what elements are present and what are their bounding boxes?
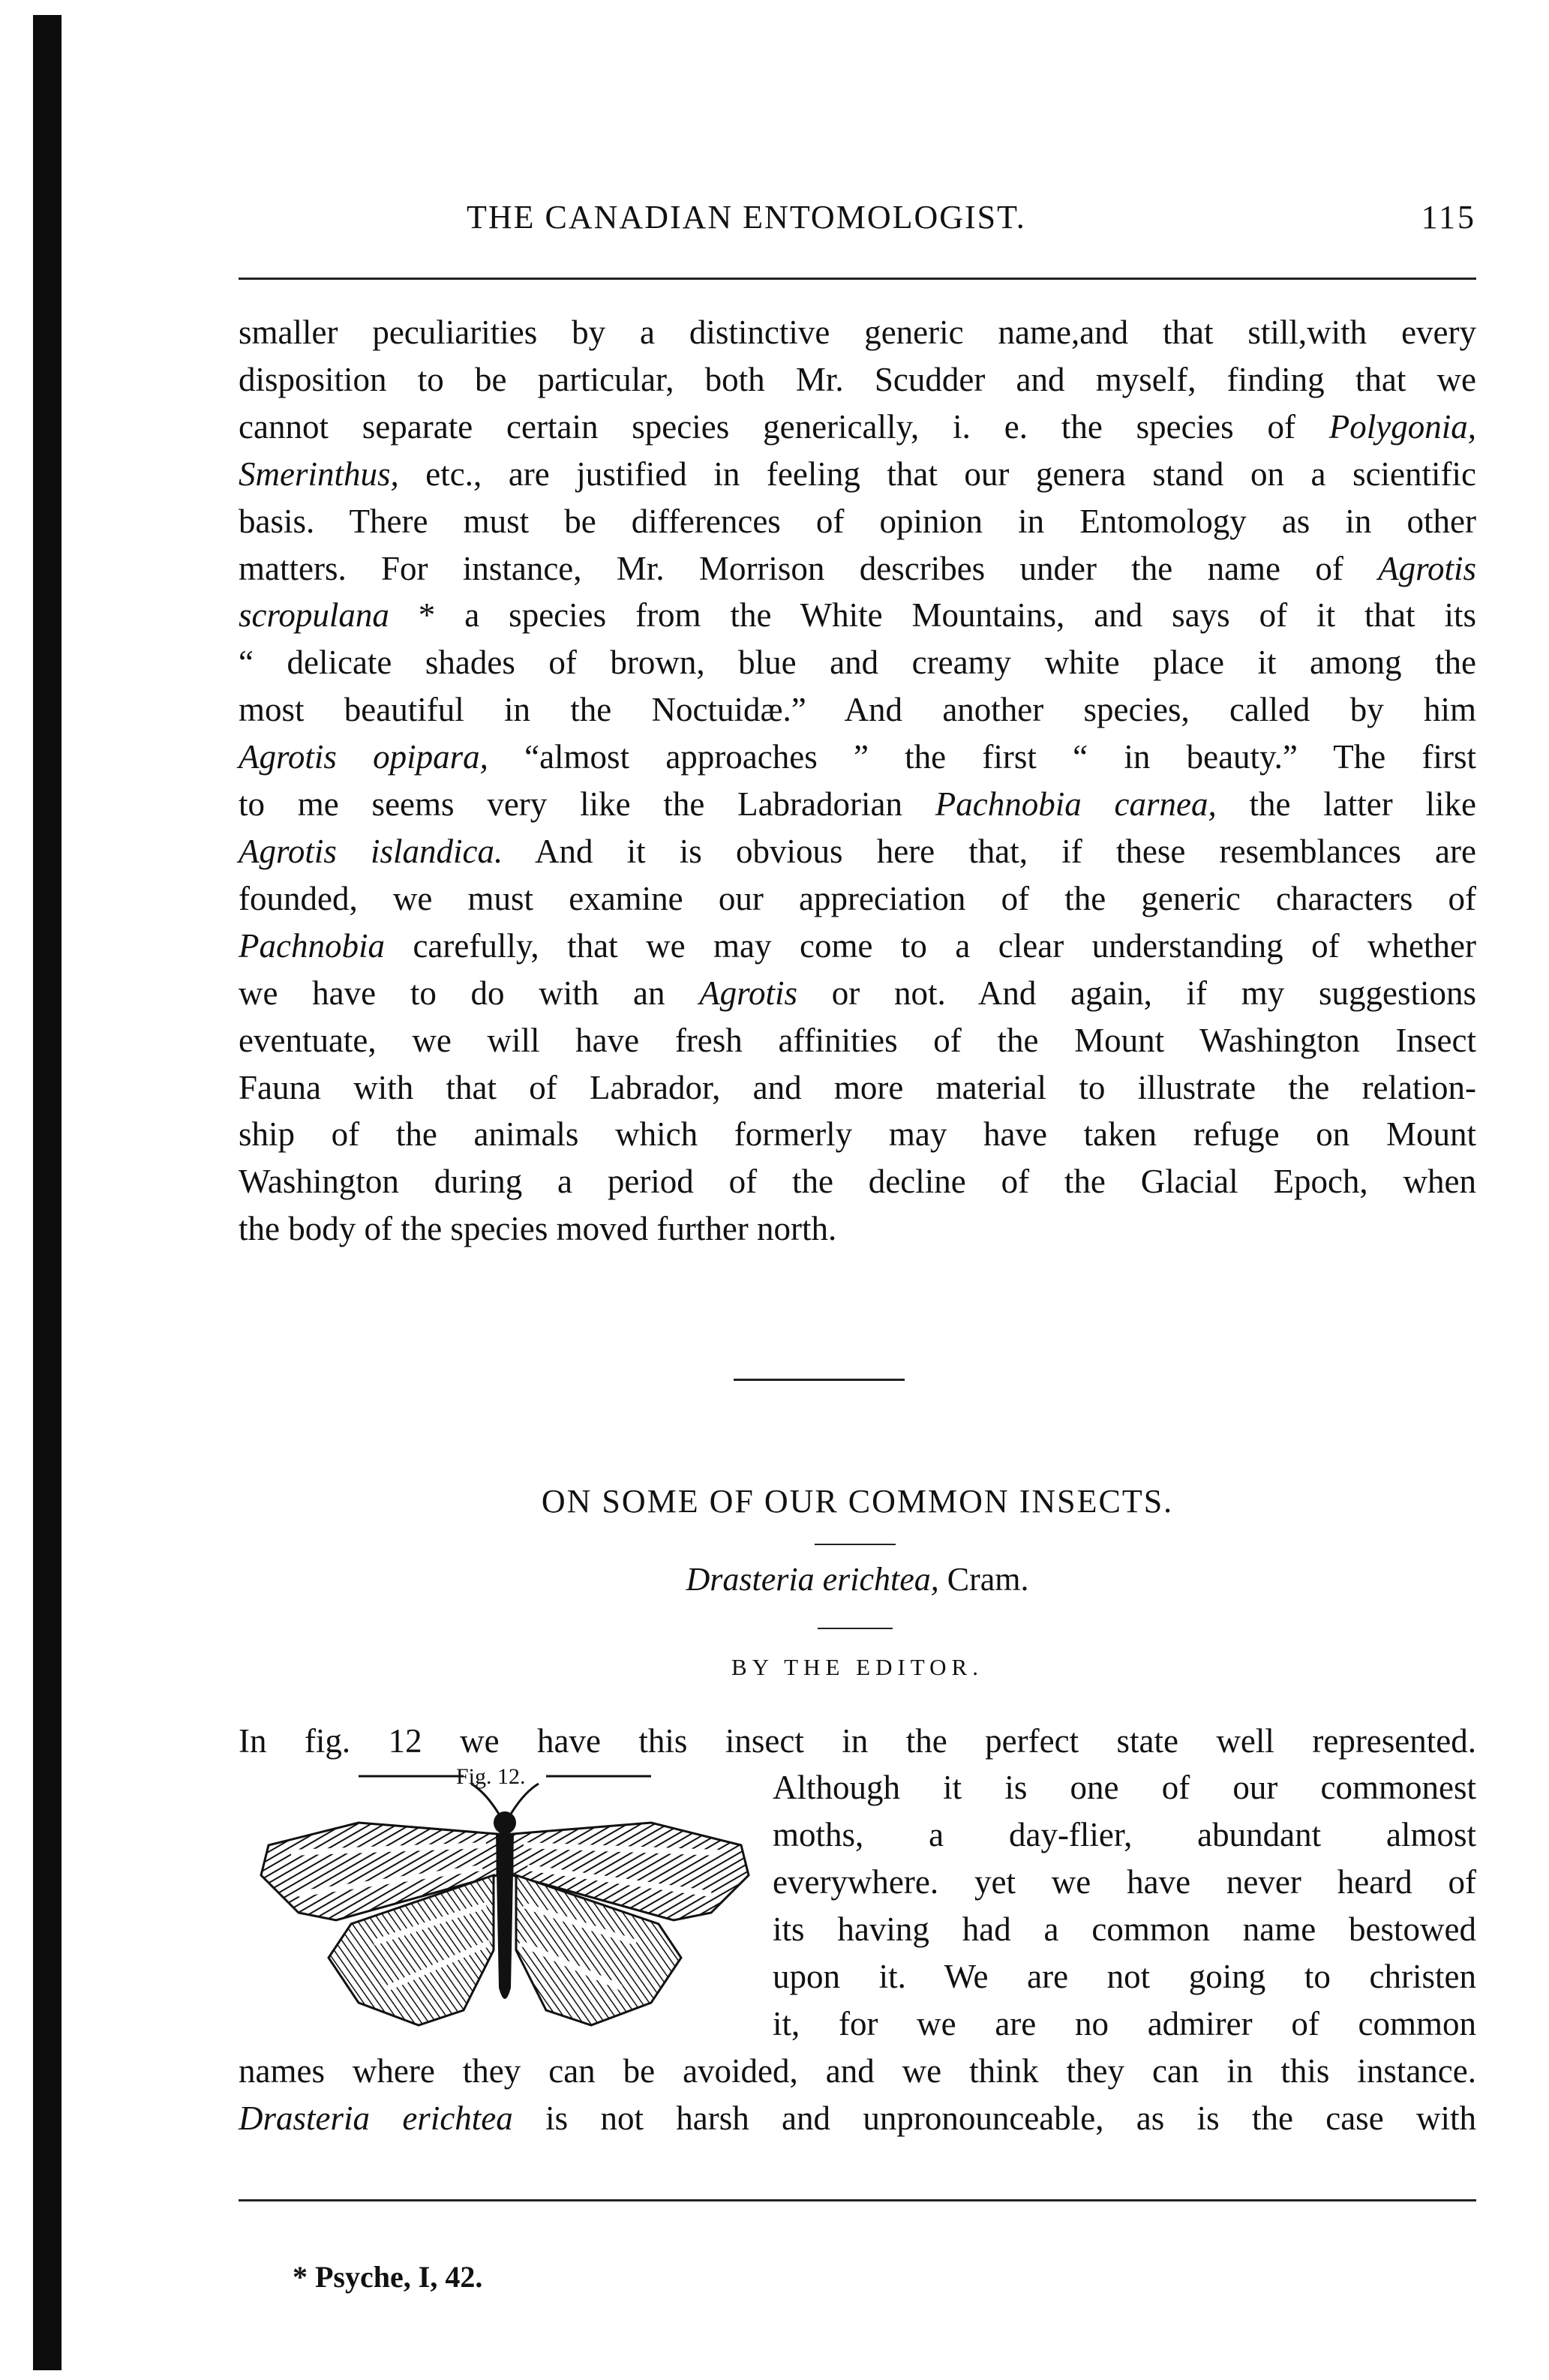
text-line [239, 2095, 1476, 2142]
article-title: ON SOME OF OUR COMMON INSECTS. [541, 1483, 1174, 1520]
text-line [239, 1064, 1476, 1112]
text-line [239, 828, 1476, 875]
page [239, 0, 1476, 2380]
article-wrapped-text [773, 1764, 1476, 2047]
text-line [239, 404, 1476, 451]
italic-term: Agrotis opipara, [239, 738, 488, 776]
text-run: the latter like [1216, 785, 1476, 824]
text-line [239, 1017, 1476, 1064]
figure-label: Fig. 12. [456, 1764, 526, 1789]
text-run: Washington during a period of the decline of the Glacial Epoch, when [239, 1163, 1476, 1201]
text-line [239, 498, 1476, 545]
running-title: THE CANADIAN ENTOMOLOGIST. [467, 199, 1026, 236]
text-line [239, 970, 1476, 1017]
text-line [773, 1764, 1476, 1811]
text-line [239, 1111, 1476, 1158]
text-run: the body of the species moved further north. [239, 1210, 837, 1248]
text-line [239, 451, 1476, 498]
moth-illustration [246, 1763, 764, 2078]
text-run: Although it is one of our commonest [773, 1769, 1476, 1806]
text-run: matters. For instance, Mr. Morrison describes under the name of [239, 549, 1379, 587]
text-run: * a species from the White Mountains, and says of it that its [389, 596, 1476, 635]
text-line [239, 1158, 1476, 1205]
text-run: ship of the animals which formerly may have taken refuge on Mount [239, 1115, 1476, 1154]
italic-term: Polygonia, [1328, 407, 1476, 446]
species-line [239, 1560, 1476, 1598]
byline: BY THE EDITOR. [731, 1654, 983, 1680]
text-run: founded, we must examine our appreciation of the generic characters of [239, 879, 1476, 917]
footnote: * Psyche, I, 42. [293, 2260, 483, 2294]
text-line [239, 545, 1476, 593]
continuation-paragraph [239, 309, 1476, 1253]
italic-term: scropulana [239, 596, 389, 635]
text-run: basis. There must be differences of opinion in Entomology as in other [239, 502, 1476, 540]
italic-term: Agrotis islandica. [239, 832, 503, 870]
species-underline [818, 1628, 893, 1629]
text-line [773, 1811, 1476, 1859]
text-line [239, 1718, 1476, 1765]
text-run: “ delicate shades of brown, blue and creamy white place it among the [239, 644, 1476, 682]
text-run: most beautiful in the Noctuidæ.” And another species, called by him [239, 691, 1476, 729]
text-run: In fig. 12 we have this insect in the perfect state well represented. [239, 1722, 1476, 1760]
text-run: cannot separate certain species generically, i. e. the species of [239, 407, 1329, 446]
binding-edge [33, 15, 62, 2370]
italic-term: Pachnobia [239, 926, 385, 965]
text-line [773, 1906, 1476, 1953]
header-rule [239, 278, 1476, 280]
italic-term: Smerinthus, [239, 455, 399, 493]
text-line [239, 734, 1476, 781]
text-run: moths, a day-flier, abundant almost [773, 1815, 1476, 1853]
text-run: everywhere. yet we have never heard of [773, 1862, 1476, 1901]
text-run: smaller peculiarities by a distinctive generic name,and that still,with every [239, 314, 1476, 351]
text-run: we have to do with an [239, 974, 700, 1012]
text-line [239, 2048, 1476, 2095]
article-opening-line [239, 1718, 1476, 1765]
text-line [239, 309, 1476, 356]
text-run: is not harsh and unpronounceable, as is the case with [512, 2099, 1476, 2137]
text-line [239, 781, 1476, 828]
text-line [239, 923, 1476, 970]
text-line [239, 592, 1476, 639]
text-run: And it is obvious here that, if these resemblances are [503, 832, 1476, 870]
text-run: upon it. We are not going to christen [773, 1957, 1476, 1995]
italic-term: Pachnobia carnea, [935, 785, 1217, 824]
title-underline [815, 1544, 896, 1545]
text-run: Fauna with that of Labrador, and more material to illustrate the relation- [239, 1068, 1476, 1106]
text-run: its having had a common name bestowed [773, 1910, 1476, 1948]
section-divider [734, 1379, 905, 1381]
text-line [773, 1953, 1476, 2000]
text-line [239, 875, 1476, 923]
text-run: disposition to be particular, both Mr. Scudder and myself, finding that we [239, 360, 1476, 398]
text-run: etc., are justified in feeling that our genera stand on a scientific [398, 455, 1476, 493]
text-line [239, 1205, 1476, 1253]
text-line [773, 2000, 1476, 2048]
article-continued-text [239, 2048, 1476, 2142]
text-run: eventuate, we will have fresh affinities of the Mount Washington Insect [239, 1021, 1476, 1059]
species-name: Drasteria erichtea, [686, 1561, 939, 1598]
running-head [239, 198, 1476, 243]
text-run: names where they can be avoided, and we think they can in this instance. [239, 2052, 1476, 2090]
text-line [239, 686, 1476, 734]
italic-term: Agrotis [699, 974, 798, 1012]
page-number: 115 [1421, 199, 1476, 236]
italic-term: Agrotis [1378, 549, 1476, 587]
text-run: to me seems very like the Labradorian [239, 785, 935, 824]
text-line [239, 356, 1476, 404]
text-run: or not. And again, if my suggestions [797, 974, 1476, 1012]
italic-term: Drasteria erichtea [239, 2099, 513, 2137]
text-line [239, 639, 1476, 686]
species-author: Cram. [938, 1561, 1029, 1598]
text-run: it, for we are no admirer of common [773, 2004, 1476, 2042]
footnote-rule [239, 2199, 1476, 2201]
text-run: “almost approaches ” the first “ in beauty.” The first [488, 738, 1476, 776]
text-run: carefully, that we may come to a clear understanding of whether [384, 926, 1476, 965]
text-line [773, 1859, 1476, 1906]
